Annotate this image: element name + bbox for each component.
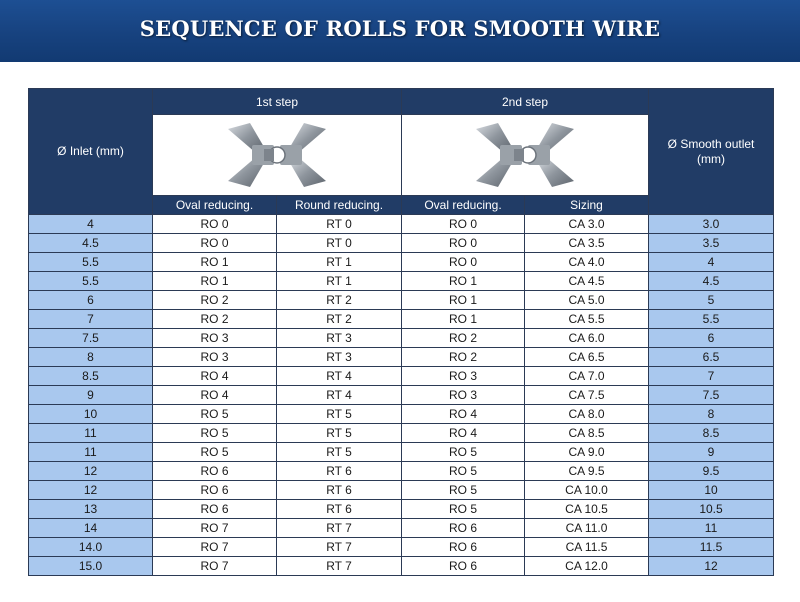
round-reducing-cell: RT 6 — [277, 462, 402, 481]
round-reducing-cell: RT 7 — [277, 538, 402, 557]
oval-reducing-2-cell: RO 5 — [402, 481, 525, 500]
table-row — [29, 215, 774, 234]
oval-reducing-1-cell: RO 4 — [153, 386, 277, 405]
round-reducing-cell: RT 6 — [277, 500, 402, 519]
oval-reducing-2-cell: RO 0 — [402, 215, 525, 234]
table-row — [29, 557, 774, 576]
oval-reducing-1-cell: RO 6 — [153, 462, 277, 481]
title-banner — [0, 0, 800, 62]
subheader-round-reducing: Round reducing. — [277, 196, 402, 215]
outlet-cell: 12 — [649, 557, 774, 576]
oval-reducing-2-cell: RO 0 — [402, 253, 525, 272]
sizing-cell: CA 3.5 — [525, 234, 649, 253]
outlet-cell: 11.5 — [649, 538, 774, 557]
table-row — [29, 481, 774, 500]
oval-reducing-1-cell: RO 0 — [153, 215, 277, 234]
sizing-cell: CA 8.0 — [525, 405, 649, 424]
sizing-cell: CA 11.5 — [525, 538, 649, 557]
step2-header: 2nd step — [402, 89, 649, 115]
inlet-cell: 7 — [29, 310, 153, 329]
oval-reducing-2-cell: RO 4 — [402, 405, 525, 424]
sizing-cell: CA 9.5 — [525, 462, 649, 481]
oval-reducing-2-cell: RO 5 — [402, 443, 525, 462]
sizing-cell: CA 5.5 — [525, 310, 649, 329]
roll-sequence-table — [28, 88, 774, 576]
table-row — [29, 291, 774, 310]
inlet-cell: 5.5 — [29, 253, 153, 272]
inlet-header: Ø Inlet (mm) — [29, 89, 153, 215]
oval-reducing-1-cell: RO 7 — [153, 538, 277, 557]
round-reducing-cell: RT 4 — [277, 367, 402, 386]
inlet-cell: 15.0 — [29, 557, 153, 576]
roll-assembly-icon — [222, 119, 332, 191]
round-reducing-cell: RT 2 — [277, 291, 402, 310]
table-row — [29, 500, 774, 519]
inlet-cell: 8.5 — [29, 367, 153, 386]
sizing-cell: CA 11.0 — [525, 519, 649, 538]
sizing-cell: CA 6.5 — [525, 348, 649, 367]
step2-roll-image — [402, 115, 649, 196]
table-row — [29, 310, 774, 329]
oval-reducing-2-cell: RO 5 — [402, 500, 525, 519]
outlet-cell: 3.5 — [649, 234, 774, 253]
oval-reducing-1-cell: RO 5 — [153, 424, 277, 443]
outlet-cell: 3.0 — [649, 215, 774, 234]
oval-reducing-1-cell: RO 3 — [153, 348, 277, 367]
subheader-oval-reducing-2: Oval reducing. — [402, 196, 525, 215]
round-reducing-cell: RT 0 — [277, 234, 402, 253]
outlet-cell: 9 — [649, 443, 774, 462]
outlet-cell: 6.5 — [649, 348, 774, 367]
oval-reducing-1-cell: RO 1 — [153, 272, 277, 291]
round-reducing-cell: RT 6 — [277, 481, 402, 500]
oval-reducing-2-cell: RO 1 — [402, 272, 525, 291]
oval-reducing-1-cell: RO 6 — [153, 500, 277, 519]
outlet-cell: 9.5 — [649, 462, 774, 481]
round-reducing-cell: RT 1 — [277, 253, 402, 272]
inlet-cell: 11 — [29, 424, 153, 443]
inlet-cell: 5.5 — [29, 272, 153, 291]
inlet-cell: 8 — [29, 348, 153, 367]
oval-reducing-2-cell: RO 1 — [402, 291, 525, 310]
outlet-cell: 11 — [649, 519, 774, 538]
inlet-cell: 10 — [29, 405, 153, 424]
sizing-cell: CA 10.5 — [525, 500, 649, 519]
subheader-oval-reducing-1: Oval reducing. — [153, 196, 277, 215]
step1-header: 1st step — [153, 89, 402, 115]
inlet-cell: 11 — [29, 443, 153, 462]
outlet-cell: 10.5 — [649, 500, 774, 519]
oval-reducing-1-cell: RO 1 — [153, 253, 277, 272]
table-row — [29, 386, 774, 405]
roll-assembly-icon — [470, 119, 580, 191]
inlet-cell: 9 — [29, 386, 153, 405]
page-title: SEQUENCE OF ROLLS FOR SMOOTH WIRE — [139, 16, 661, 41]
table-row — [29, 519, 774, 538]
inlet-cell: 14 — [29, 519, 153, 538]
outlet-cell: 7.5 — [649, 386, 774, 405]
outlet-cell: 10 — [649, 481, 774, 500]
inlet-cell: 12 — [29, 481, 153, 500]
sizing-cell: CA 4.5 — [525, 272, 649, 291]
oval-reducing-2-cell: RO 6 — [402, 538, 525, 557]
round-reducing-cell: RT 4 — [277, 386, 402, 405]
table-row — [29, 234, 774, 253]
step1-roll-image — [153, 115, 402, 196]
round-reducing-cell: RT 3 — [277, 329, 402, 348]
oval-reducing-1-cell: RO 5 — [153, 443, 277, 462]
oval-reducing-2-cell: RO 5 — [402, 462, 525, 481]
table-row — [29, 348, 774, 367]
sizing-cell: CA 9.0 — [525, 443, 649, 462]
inlet-cell: 6 — [29, 291, 153, 310]
oval-reducing-2-cell: RO 1 — [402, 310, 525, 329]
subheader-sizing: Sizing — [525, 196, 649, 215]
oval-reducing-1-cell: RO 7 — [153, 519, 277, 538]
oval-reducing-2-cell: RO 6 — [402, 519, 525, 538]
sizing-cell: CA 8.5 — [525, 424, 649, 443]
outlet-cell: 4.5 — [649, 272, 774, 291]
table-row — [29, 329, 774, 348]
sizing-cell: CA 4.0 — [525, 253, 649, 272]
outlet-cell: 8 — [649, 405, 774, 424]
oval-reducing-1-cell: RO 7 — [153, 557, 277, 576]
outlet-header — [649, 89, 774, 215]
outlet-header-label: Ø Smooth outlet (mm) — [667, 136, 755, 166]
outlet-cell: 5.5 — [649, 310, 774, 329]
round-reducing-cell: RT 3 — [277, 348, 402, 367]
oval-reducing-2-cell: RO 6 — [402, 557, 525, 576]
round-reducing-cell: RT 5 — [277, 443, 402, 462]
oval-reducing-2-cell: RO 2 — [402, 329, 525, 348]
oval-reducing-1-cell: RO 6 — [153, 481, 277, 500]
table-row — [29, 462, 774, 481]
table-row — [29, 272, 774, 291]
table-row — [29, 405, 774, 424]
table-row — [29, 253, 774, 272]
round-reducing-cell: RT 5 — [277, 405, 402, 424]
sizing-cell: CA 5.0 — [525, 291, 649, 310]
round-reducing-cell: RT 1 — [277, 272, 402, 291]
oval-reducing-1-cell: RO 0 — [153, 234, 277, 253]
oval-reducing-2-cell: RO 0 — [402, 234, 525, 253]
sizing-cell: CA 7.0 — [525, 367, 649, 386]
outlet-cell: 5 — [649, 291, 774, 310]
inlet-cell: 13 — [29, 500, 153, 519]
sizing-cell: CA 12.0 — [525, 557, 649, 576]
oval-reducing-1-cell: RO 4 — [153, 367, 277, 386]
sizing-cell: CA 6.0 — [525, 329, 649, 348]
sizing-cell: CA 7.5 — [525, 386, 649, 405]
oval-reducing-2-cell: RO 3 — [402, 386, 525, 405]
round-reducing-cell: RT 5 — [277, 424, 402, 443]
oval-reducing-2-cell: RO 3 — [402, 367, 525, 386]
outlet-cell: 6 — [649, 329, 774, 348]
round-reducing-cell: RT 7 — [277, 557, 402, 576]
oval-reducing-2-cell: RO 2 — [402, 348, 525, 367]
table-row — [29, 424, 774, 443]
table-row — [29, 367, 774, 386]
sizing-cell: CA 3.0 — [525, 215, 649, 234]
oval-reducing-1-cell: RO 5 — [153, 405, 277, 424]
inlet-cell: 12 — [29, 462, 153, 481]
round-reducing-cell: RT 2 — [277, 310, 402, 329]
inlet-cell: 7.5 — [29, 329, 153, 348]
oval-reducing-1-cell: RO 2 — [153, 310, 277, 329]
table-row — [29, 538, 774, 557]
outlet-cell: 8.5 — [649, 424, 774, 443]
inlet-cell: 4 — [29, 215, 153, 234]
table-row — [29, 443, 774, 462]
oval-reducing-2-cell: RO 4 — [402, 424, 525, 443]
round-reducing-cell: RT 7 — [277, 519, 402, 538]
oval-reducing-1-cell: RO 3 — [153, 329, 277, 348]
outlet-cell: 7 — [649, 367, 774, 386]
inlet-cell: 4.5 — [29, 234, 153, 253]
round-reducing-cell: RT 0 — [277, 215, 402, 234]
inlet-cell: 14.0 — [29, 538, 153, 557]
oval-reducing-1-cell: RO 2 — [153, 291, 277, 310]
sizing-cell: CA 10.0 — [525, 481, 649, 500]
outlet-cell: 4 — [649, 253, 774, 272]
